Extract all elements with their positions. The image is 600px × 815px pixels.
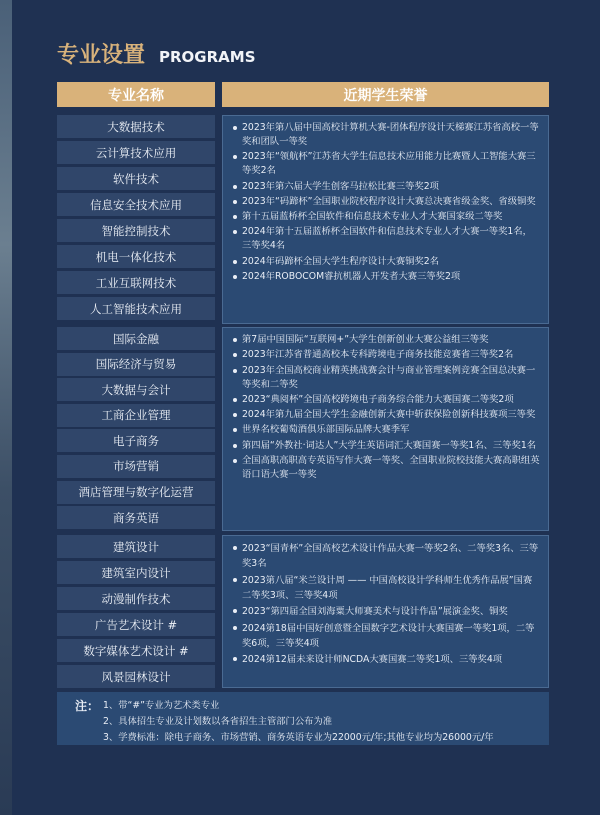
honor-item: 2024年ROBOCOM睿抗机器人开发者大赛三等奖2项	[233, 270, 540, 284]
note-item: 1、带“#”专业为艺术类专业	[103, 700, 220, 711]
title-en: PROGRAMS	[159, 48, 256, 66]
program-list	[57, 115, 215, 320]
program-list	[57, 327, 215, 529]
program-item: 市场营销	[57, 455, 215, 478]
program-group-business	[57, 327, 549, 531]
program-item: 动漫制作技术	[57, 587, 215, 610]
honor-item: 第十五届蓝桥杯全国软件和信息技术专业人才大赛国家级二等奖	[233, 210, 540, 224]
photo-edge	[0, 0, 12, 815]
honor-item: 2023年江苏省普通高校本专科跨境电子商务技能竞赛省三等奖2名	[233, 348, 540, 362]
program-item: 数字媒体艺术设计 #	[57, 639, 215, 662]
notes-label: 注：	[75, 699, 100, 713]
honor-item: 全国高职高职高专英语写作大赛一等奖、全国职业院校技能大赛高职组英语口语大赛一等奖	[233, 454, 540, 482]
program-item: 大数据技术	[57, 115, 215, 138]
honor-item: 第7届中国国际“互联网+”大学生创新创业大赛公益组三等奖	[233, 333, 540, 347]
header-honors: 近期学生荣誉	[222, 82, 549, 107]
program-item: 商务英语	[57, 506, 215, 529]
honors-box	[222, 535, 549, 688]
program-item: 工商企业管理	[57, 404, 215, 427]
program-item: 广告艺术设计 #	[57, 613, 215, 636]
honors-box	[222, 115, 549, 324]
honor-item: 2024年第十五届蓝桥杯全国软件和信息技术专业人才大赛一等奖1名，三等奖4名	[233, 225, 540, 253]
program-item: 建筑室内设计	[57, 561, 215, 584]
program-item: 大数据与会计	[57, 378, 215, 401]
honor-item: 世界名校葡萄酒俱乐部国际品牌大赛季军	[233, 423, 540, 437]
honor-item: 2023年第八届中国高校计算机大赛-团体程序设计天梯赛江苏省高校一等奖和团队一等奖	[233, 121, 540, 149]
honor-item: 2023年“码蹄杯”全国职业院校程序设计大赛总决赛省级金奖、省级铜奖	[233, 195, 540, 209]
honor-item: 2023“国青杯”全国高校艺术设计作品大赛一等奖2名、二等奖3名、三等奖3名	[233, 541, 540, 571]
note-item: 3、学费标准：除电子商务、市场营销、商务英语专业为22000元/年;其他专业均为26000元/年	[103, 732, 494, 743]
program-group-it	[57, 115, 549, 324]
header-programs: 专业名称	[57, 82, 215, 107]
honor-item: 2023“第四届全国刘海粟大师赛美术与设计作品”展演金奖、铜奖	[233, 604, 540, 619]
honor-item: 2023年全国高校商业精英挑战赛会计与商业管理案例竞赛全国总决赛一等奖和二等奖	[233, 364, 540, 392]
note-item: 2、具体招生专业及计划数以各省招生主管部门公布为准	[103, 716, 333, 727]
program-item: 国际金融	[57, 327, 215, 350]
program-item: 工业互联网技术	[57, 271, 215, 294]
honor-item: 2024年第九届全国大学生金融创新大赛中斩获保险创新科技赛项三等奖	[233, 408, 540, 422]
program-item: 信息安全技术应用	[57, 193, 215, 216]
honors-box	[222, 327, 549, 531]
honor-item: 第四届“外教社·词达人”大学生英语词汇大赛国赛一等奖1名、三等奖1名	[233, 439, 540, 453]
program-item: 电子商务	[57, 429, 215, 452]
honor-item: 2024第12届未来设计师NCDA大赛国赛二等奖1项、三等奖4项	[233, 652, 540, 667]
program-item: 建筑设计	[57, 535, 215, 558]
notes-box	[57, 692, 549, 745]
program-item: 机电一体化技术	[57, 245, 215, 268]
honor-item: 2024第18届中国好创意暨全国数字艺术设计大赛国赛一等奖1项，二等奖6项，三等奖4项	[233, 621, 540, 651]
honor-item: 2023年“领航杯”江苏省大学生信息技术应用能力比赛暨人工智能大赛三等奖2名	[233, 150, 540, 178]
honor-item: 2023“典阅杯”全国高校跨境电子商务综合能力大赛国赛二等奖2项	[233, 393, 540, 407]
program-list	[57, 535, 215, 688]
program-item: 软件技术	[57, 167, 215, 190]
page-title	[57, 38, 256, 69]
program-item: 人工智能技术应用	[57, 297, 215, 320]
honor-item: 2024年码蹄杯全国大学生程序设计大赛铜奖2名	[233, 255, 540, 269]
honor-item: 2023年第六届大学生创客马拉松比赛三等奖2项	[233, 180, 540, 194]
honor-item: 2023第八届“米兰设计周 —— 中国高校设计学科师生优秀作品展”国赛二等奖3项、三等奖4项	[233, 573, 540, 603]
program-item: 酒店管理与数字化运营	[57, 481, 215, 504]
program-item: 风景园林设计	[57, 665, 215, 688]
program-item: 国际经济与贸易	[57, 353, 215, 376]
program-item: 智能控制技术	[57, 219, 215, 242]
program-group-art	[57, 535, 549, 688]
title-cn: 专业设置	[57, 43, 146, 68]
program-item: 云计算技术应用	[57, 141, 215, 164]
